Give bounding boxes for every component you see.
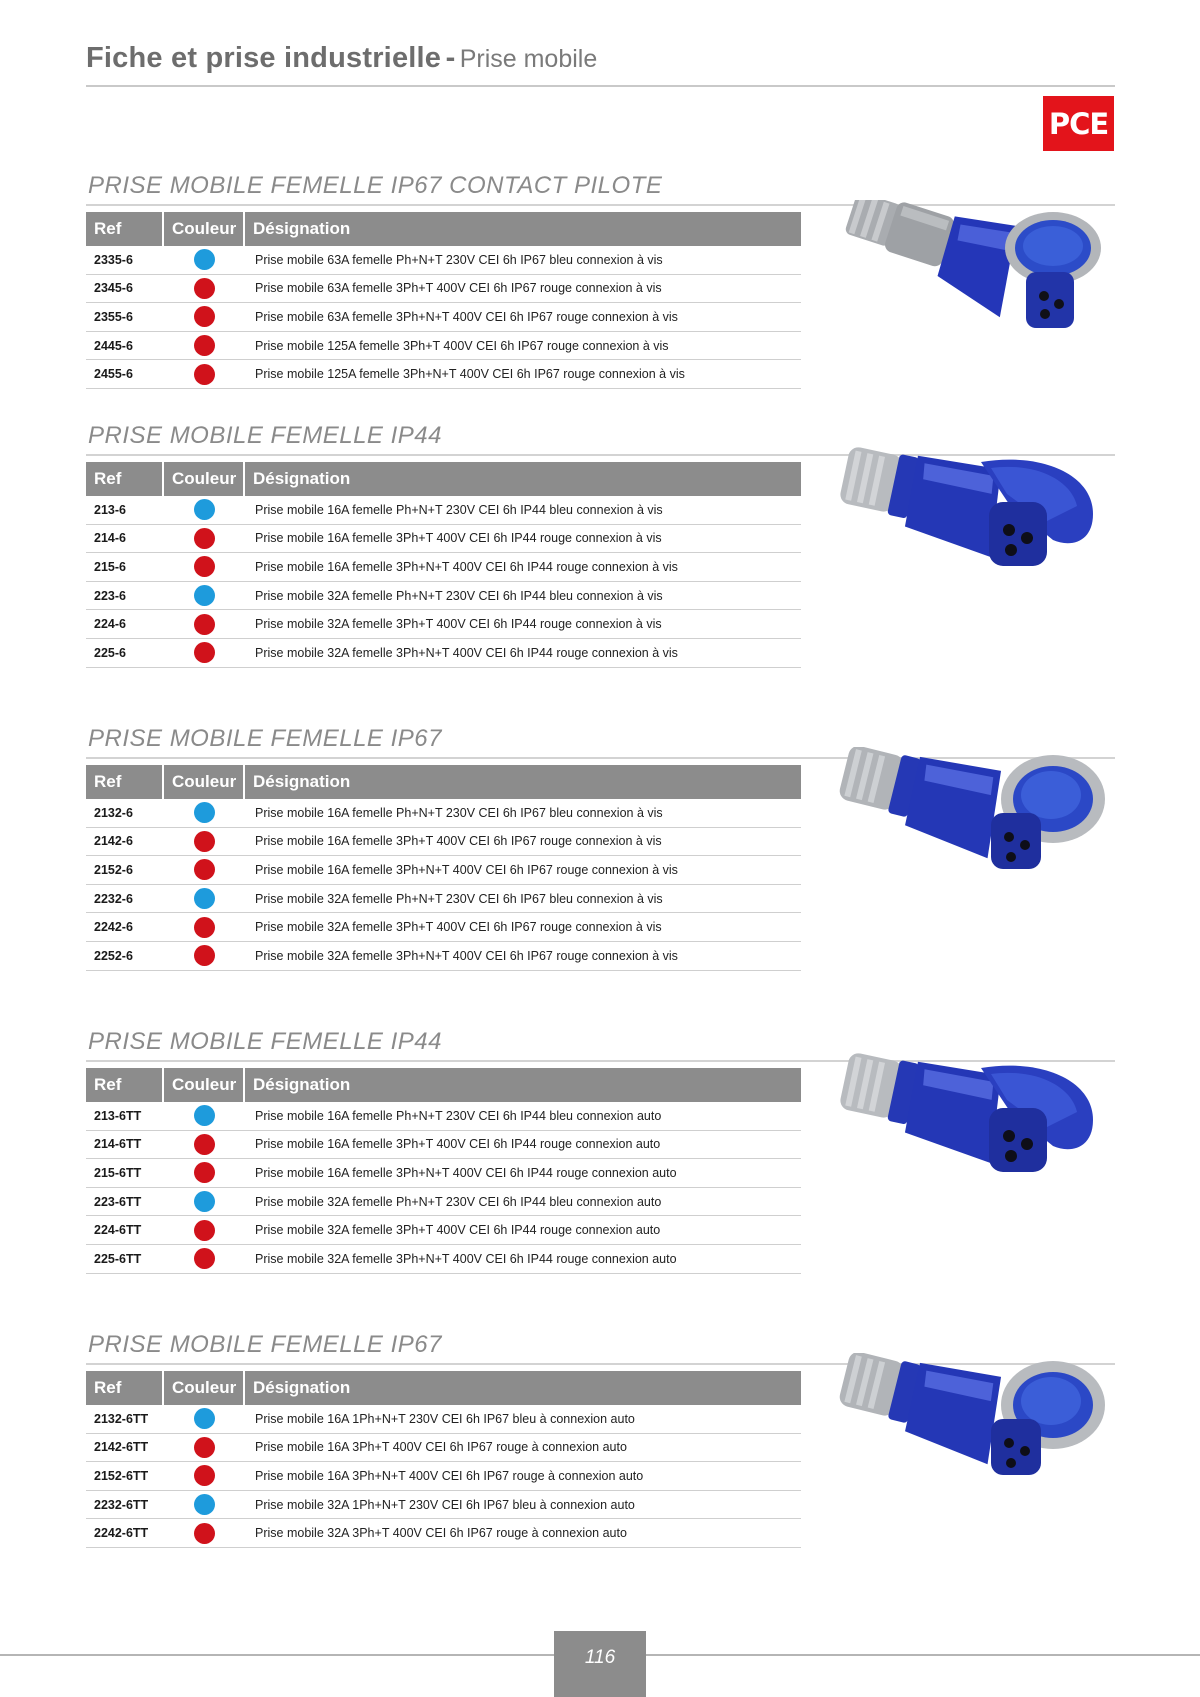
table-row — [86, 553, 801, 582]
table-row — [86, 1216, 801, 1245]
designation-cell: Prise mobile 32A femelle Ph+N+T 230V CEI 6h IP44 bleu connexion auto — [255, 1194, 662, 1209]
ref-cell: 2152-6TT — [94, 1468, 149, 1483]
color-cell — [164, 1437, 245, 1458]
ref-cell: 224-6 — [94, 617, 126, 632]
red-dot-icon — [194, 1162, 215, 1183]
section-ip67-contact-pilote — [86, 172, 1115, 400]
table-row — [86, 913, 801, 942]
page-number: 116 — [554, 1631, 646, 1697]
table-row — [86, 1519, 801, 1548]
red-dot-icon — [194, 614, 215, 635]
color-cell — [164, 831, 245, 852]
blue-dot-icon — [194, 585, 215, 606]
red-dot-icon — [194, 917, 215, 938]
product-table — [86, 462, 801, 668]
table-row — [86, 1405, 801, 1434]
table-row — [86, 332, 801, 361]
color-cell — [164, 499, 245, 520]
red-dot-icon — [194, 364, 215, 385]
designation-cell: Prise mobile 16A 3Ph+N+T 400V CEI 6h IP67 rouge à connexion auto — [255, 1468, 644, 1483]
designation-cell: Prise mobile 16A femelle 3Ph+T 400V CEI 6h IP44 rouge connexion à vis — [255, 531, 662, 546]
ref-cell: 224-6TT — [94, 1223, 142, 1238]
ref-cell: 2445-6 — [94, 338, 133, 353]
table-row — [86, 799, 801, 828]
red-dot-icon — [194, 642, 215, 663]
column-header-ref: Ref — [86, 765, 164, 799]
column-header-couleur: Couleur — [164, 212, 245, 246]
table-row — [86, 246, 801, 275]
table-row — [86, 828, 801, 857]
blue-dot-icon — [194, 1408, 215, 1429]
column-header-couleur: Couleur — [164, 765, 245, 799]
color-cell — [164, 859, 245, 880]
color-cell — [164, 585, 245, 606]
table-row — [86, 582, 801, 611]
designation-cell: Prise mobile 32A 1Ph+N+T 230V CEI 6h IP67 bleu à connexion auto — [255, 1497, 635, 1512]
section-ip44-auto — [86, 1028, 1115, 1286]
color-cell — [164, 278, 245, 299]
designation-cell: Prise mobile 16A femelle 3Ph+T 400V CEI 6h IP67 rouge connexion à vis — [255, 834, 662, 849]
table-row — [86, 1102, 801, 1131]
product-table — [86, 212, 801, 389]
ref-cell: 223-6TT — [94, 1194, 142, 1209]
color-cell — [164, 1465, 245, 1486]
table-header — [86, 1068, 801, 1102]
designation-cell: Prise mobile 16A femelle 3Ph+T 400V CEI 6h IP44 rouge connexion auto — [255, 1137, 661, 1152]
table-row — [86, 1434, 801, 1463]
column-header-couleur: Couleur — [164, 1068, 245, 1102]
table-row — [86, 525, 801, 554]
ref-cell: 2252-6 — [94, 948, 133, 963]
page-subtitle: Prise mobile — [459, 45, 598, 73]
blue-dot-icon — [194, 888, 215, 909]
color-cell — [164, 642, 245, 663]
ref-cell: 2142-6TT — [94, 1440, 149, 1455]
color-cell — [164, 1523, 245, 1544]
designation-cell: Prise mobile 32A femelle 3Ph+N+T 400V CEI 6h IP44 rouge connexion à vis — [255, 645, 678, 660]
table-row — [86, 639, 801, 668]
color-cell — [164, 528, 245, 549]
section-heading: PRISE MOBILE FEMELLE IP44 — [86, 1028, 1115, 1062]
blue-dot-icon — [194, 1494, 215, 1515]
designation-cell: Prise mobile 16A 1Ph+N+T 230V CEI 6h IP67 bleu à connexion auto — [255, 1411, 635, 1426]
product-image — [831, 200, 1116, 340]
section-heading: PRISE MOBILE FEMELLE IP67 — [86, 1331, 1115, 1365]
column-header-couleur: Couleur — [164, 1371, 245, 1405]
designation-cell: Prise mobile 32A femelle 3Ph+T 400V CEI 6h IP67 rouge connexion à vis — [255, 920, 662, 935]
designation-cell: Prise mobile 63A femelle 3Ph+N+T 400V CEI 6h IP67 rouge connexion à vis — [255, 309, 678, 324]
column-header-ref: Ref — [86, 212, 164, 246]
ref-cell: 215-6TT — [94, 1165, 142, 1180]
section-heading: PRISE MOBILE FEMELLE IP44 — [86, 422, 1115, 456]
table-row — [86, 1159, 801, 1188]
designation-cell: Prise mobile 16A femelle 3Ph+N+T 400V CEI 6h IP67 rouge connexion à vis — [255, 862, 678, 877]
red-dot-icon — [194, 1220, 215, 1241]
section-heading: PRISE MOBILE FEMELLE IP67 — [86, 725, 1115, 759]
designation-cell: Prise mobile 32A femelle Ph+N+T 230V CEI 6h IP44 bleu connexion à vis — [255, 588, 663, 603]
designation-cell: Prise mobile 125A femelle 3Ph+T 400V CEI 6h IP67 rouge connexion à vis — [255, 338, 669, 353]
table-row — [86, 856, 801, 885]
color-cell — [164, 1162, 245, 1183]
color-cell — [164, 1134, 245, 1155]
color-cell — [164, 802, 245, 823]
color-cell — [164, 1408, 245, 1429]
ref-cell: 225-6 — [94, 645, 126, 660]
column-header-designation: Désignation — [253, 1378, 351, 1397]
product-image — [831, 1353, 1116, 1493]
blue-dot-icon — [194, 249, 215, 270]
ref-cell: 2232-6 — [94, 891, 133, 906]
product-table — [86, 1371, 801, 1548]
ref-cell: 2455-6 — [94, 367, 133, 382]
red-dot-icon — [194, 1248, 215, 1269]
color-cell — [164, 1494, 245, 1515]
red-dot-icon — [194, 1465, 215, 1486]
designation-cell: Prise mobile 16A femelle 3Ph+N+T 400V CEI 6h IP44 rouge connexion à vis — [255, 559, 678, 574]
column-header-ref: Ref — [86, 1371, 164, 1405]
red-dot-icon — [194, 945, 215, 966]
table-row — [86, 496, 801, 525]
red-dot-icon — [194, 831, 215, 852]
table-row — [86, 303, 801, 332]
page-title: Fiche et prise industrielle — [86, 42, 442, 74]
table-header — [86, 462, 801, 496]
column-header-ref: Ref — [86, 1068, 164, 1102]
table-row — [86, 1491, 801, 1520]
designation-cell: Prise mobile 32A femelle 3Ph+T 400V CEI 6h IP44 rouge connexion auto — [255, 1223, 661, 1238]
color-cell — [164, 1191, 245, 1212]
color-cell — [164, 1105, 245, 1126]
section-heading: PRISE MOBILE FEMELLE IP67 CONTACT PILOTE — [86, 172, 1115, 206]
designation-cell: Prise mobile 32A femelle Ph+N+T 230V CEI 6h IP67 bleu connexion à vis — [255, 891, 663, 906]
ref-cell: 223-6 — [94, 588, 126, 603]
designation-cell: Prise mobile 32A femelle 3Ph+T 400V CEI 6h IP44 rouge connexion à vis — [255, 617, 662, 632]
section-ip44-screw — [86, 422, 1115, 680]
page-header — [86, 42, 1115, 87]
color-cell — [164, 335, 245, 356]
color-cell — [164, 945, 245, 966]
color-cell — [164, 1248, 245, 1269]
ref-cell: 2152-6 — [94, 862, 133, 877]
table-header — [86, 212, 801, 246]
ref-cell: 2335-6 — [94, 252, 133, 267]
ref-cell: 214-6 — [94, 531, 126, 546]
product-table — [86, 1068, 801, 1274]
designation-cell: Prise mobile 32A femelle 3Ph+N+T 400V CEI 6h IP44 rouge connexion auto — [255, 1251, 677, 1266]
ref-cell: 2242-6 — [94, 920, 133, 935]
color-cell — [164, 614, 245, 635]
table-row — [86, 1245, 801, 1274]
designation-cell: Prise mobile 16A femelle Ph+N+T 230V CEI 6h IP67 bleu connexion à vis — [255, 805, 663, 820]
column-header-designation: Désignation — [253, 219, 351, 238]
ref-cell: 2142-6 — [94, 834, 133, 849]
column-header-ref: Ref — [86, 462, 164, 496]
red-dot-icon — [194, 528, 215, 549]
designation-cell: Prise mobile 16A femelle 3Ph+N+T 400V CEI 6h IP44 rouge connexion auto — [255, 1165, 677, 1180]
designation-cell: Prise mobile 16A 3Ph+T 400V CEI 6h IP67 rouge à connexion auto — [255, 1440, 627, 1455]
product-image — [831, 747, 1116, 887]
blue-dot-icon — [194, 1105, 215, 1126]
table-row — [86, 885, 801, 914]
blue-dot-icon — [194, 802, 215, 823]
red-dot-icon — [194, 306, 215, 327]
color-cell — [164, 917, 245, 938]
table-row — [86, 275, 801, 304]
red-dot-icon — [194, 1523, 215, 1544]
product-table — [86, 765, 801, 971]
ref-cell: 2355-6 — [94, 309, 133, 324]
ref-cell: 2132-6 — [94, 805, 133, 820]
section-ip67-auto — [86, 1331, 1115, 1559]
ref-cell: 215-6 — [94, 559, 126, 574]
color-cell — [164, 306, 245, 327]
product-image — [831, 1050, 1116, 1190]
section-ip67-screw — [86, 725, 1115, 983]
table-row — [86, 360, 801, 389]
designation-cell: Prise mobile 32A femelle 3Ph+N+T 400V CEI 6h IP67 rouge connexion à vis — [255, 948, 678, 963]
ref-cell: 2232-6TT — [94, 1497, 149, 1512]
pce-logo: PCE — [1043, 96, 1114, 151]
red-dot-icon — [194, 335, 215, 356]
red-dot-icon — [194, 1437, 215, 1458]
column-header-designation: Désignation — [253, 1075, 351, 1094]
table-row — [86, 942, 801, 971]
red-dot-icon — [194, 278, 215, 299]
column-header-couleur: Couleur — [164, 462, 245, 496]
designation-cell: Prise mobile 63A femelle Ph+N+T 230V CEI 6h IP67 bleu connexion à vis — [255, 252, 663, 267]
ref-cell: 2345-6 — [94, 281, 133, 296]
blue-dot-icon — [194, 1191, 215, 1212]
title-separator: - — [445, 42, 456, 74]
color-cell — [164, 556, 245, 577]
designation-cell: Prise mobile 16A femelle Ph+N+T 230V CEI 6h IP44 bleu connexion à vis — [255, 502, 663, 517]
table-row — [86, 1131, 801, 1160]
table-header — [86, 1371, 801, 1405]
red-dot-icon — [194, 1134, 215, 1155]
ref-cell: 213-6 — [94, 502, 126, 517]
color-cell — [164, 249, 245, 270]
color-cell — [164, 1220, 245, 1241]
red-dot-icon — [194, 859, 215, 880]
blue-dot-icon — [194, 499, 215, 520]
ref-cell: 2132-6TT — [94, 1411, 149, 1426]
designation-cell: Prise mobile 125A femelle 3Ph+N+T 400V CEI 6h IP67 rouge connexion à vis — [255, 367, 685, 382]
product-image — [831, 444, 1116, 584]
table-row — [86, 1188, 801, 1217]
ref-cell: 2242-6TT — [94, 1526, 149, 1541]
column-header-designation: Désignation — [253, 469, 351, 488]
column-header-designation: Désignation — [253, 772, 351, 791]
color-cell — [164, 364, 245, 385]
color-cell — [164, 888, 245, 909]
ref-cell: 214-6TT — [94, 1137, 142, 1152]
designation-cell: Prise mobile 16A femelle Ph+N+T 230V CEI 6h IP44 bleu connexion auto — [255, 1108, 662, 1123]
ref-cell: 225-6TT — [94, 1251, 142, 1266]
red-dot-icon — [194, 556, 215, 577]
ref-cell: 213-6TT — [94, 1108, 142, 1123]
table-row — [86, 610, 801, 639]
designation-cell: Prise mobile 32A 3Ph+T 400V CEI 6h IP67 rouge à connexion auto — [255, 1526, 627, 1541]
designation-cell: Prise mobile 63A femelle 3Ph+T 400V CEI 6h IP67 rouge connexion à vis — [255, 281, 662, 296]
table-row — [86, 1462, 801, 1491]
table-header — [86, 765, 801, 799]
